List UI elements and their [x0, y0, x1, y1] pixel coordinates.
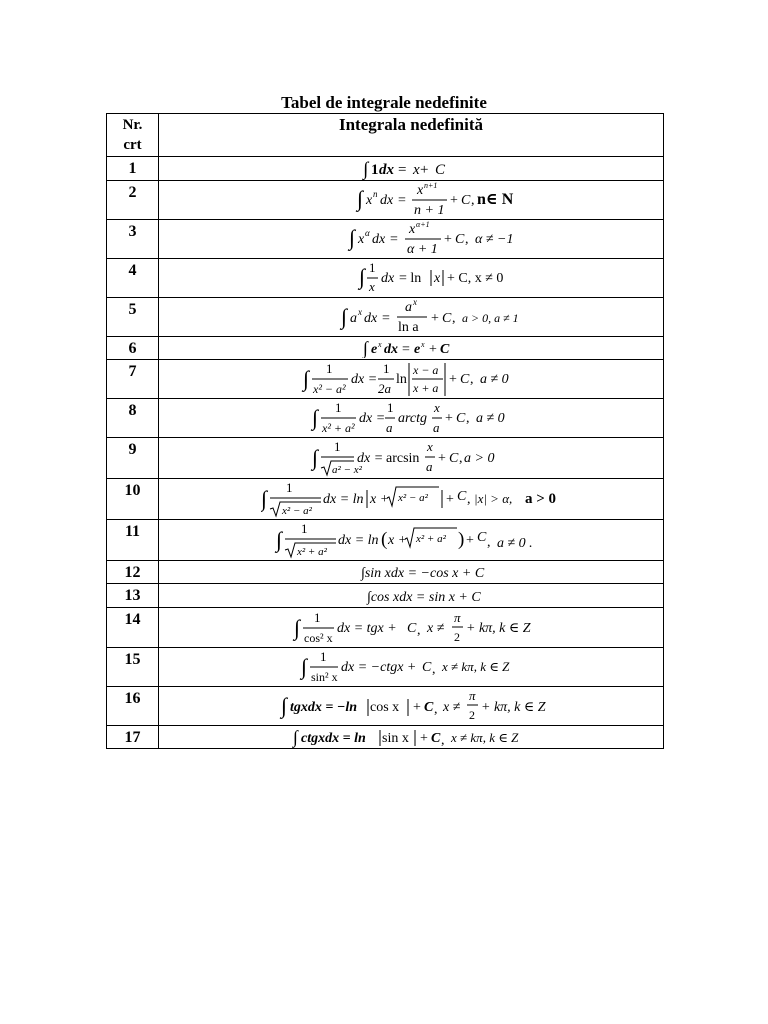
svg-text:+ kπ, k ∈ Z: + kπ, k ∈ Z: [481, 700, 546, 715]
svg-text:n + 1: n + 1: [414, 203, 445, 218]
table-row: [107, 259, 664, 298]
svg-text:dx = tgx +: dx = tgx +: [337, 620, 397, 636]
svg-text:1: 1: [301, 521, 308, 536]
row-formula: [159, 157, 664, 181]
row-formula: [159, 608, 664, 648]
svg-text:x: x: [366, 193, 373, 208]
svg-text:dx =: dx =: [359, 411, 386, 426]
svg-text:α ≠ −1: α ≠ −1: [475, 232, 514, 247]
formula-14: [276, 609, 546, 647]
header-number-label-line1: Nr.: [122, 117, 143, 133]
svg-text:∫: ∫: [363, 338, 368, 358]
svg-text:∫sin xdx = −cos x + C: ∫sin xdx = −cos x + C: [361, 566, 485, 581]
svg-text:dx: dx: [364, 311, 378, 326]
svg-text:dx =: dx =: [357, 451, 384, 466]
table-row: [107, 726, 664, 749]
svg-text:e: e: [414, 342, 421, 357]
svg-text:C: C: [457, 489, 467, 504]
formula-10: [261, 479, 561, 519]
svg-text:1: 1: [383, 361, 390, 376]
svg-text:1: 1: [314, 609, 321, 625]
header-number-label-line2: crt: [123, 137, 142, 153]
formula-13: [301, 586, 521, 606]
svg-text:ctgxdx = ln: ctgxdx = ln: [301, 731, 366, 746]
svg-text:x² − a²: x² − a²: [313, 382, 346, 396]
svg-text:+: +: [429, 342, 437, 357]
table-row: [107, 520, 664, 561]
table-header-row: [107, 114, 664, 157]
svg-text:a > 0: a > 0: [464, 451, 495, 466]
svg-text:a: a: [426, 459, 433, 474]
row-number: 5: [107, 298, 159, 337]
row-number: 2: [107, 181, 159, 220]
table-row: [107, 561, 664, 584]
svg-text:+: +: [446, 492, 454, 507]
svg-text:x: x: [358, 307, 362, 317]
svg-text:x: x: [369, 279, 375, 294]
integrals-table: [106, 113, 664, 749]
svg-text:x: x: [409, 222, 416, 237]
svg-text:,: ,: [471, 193, 475, 208]
svg-text:,: ,: [465, 232, 469, 247]
table-row: [107, 181, 664, 220]
svg-text:∫: ∫: [276, 527, 283, 552]
svg-text:∫: ∫: [301, 654, 308, 679]
svg-text:C: C: [407, 620, 417, 636]
formula-17: [271, 726, 551, 748]
svg-text:x + a: x + a: [413, 381, 439, 395]
svg-text:a: a: [386, 420, 393, 435]
row-number: 7: [107, 360, 159, 399]
svg-text:): ): [458, 529, 465, 550]
svg-text:dx: dx: [381, 271, 395, 286]
svg-text:arcsin: arcsin: [386, 451, 420, 466]
svg-text:C: C: [424, 700, 434, 715]
svg-text:∫: ∫: [359, 264, 366, 289]
svg-text:e: e: [371, 342, 378, 357]
svg-text:,: ,: [470, 372, 474, 387]
svg-text:x: x: [413, 161, 420, 178]
svg-text:x ≠ kπ, k ∈ Z: x ≠ kπ, k ∈ Z: [442, 659, 510, 674]
formula-2: [281, 181, 541, 219]
svg-text:,: ,: [459, 451, 463, 466]
formula-5: [281, 298, 541, 336]
svg-text:+: +: [450, 193, 458, 208]
formula-6: [301, 338, 521, 358]
svg-text:x: x: [413, 298, 417, 307]
svg-text:(: (: [381, 529, 388, 550]
svg-text:,: ,: [452, 311, 456, 326]
svg-text:x: x: [427, 439, 433, 454]
row-number: 15: [107, 648, 159, 687]
svg-text:x² − a²: x² − a²: [398, 492, 428, 504]
table-row: [107, 220, 664, 259]
table-row: [107, 608, 664, 648]
svg-text:x − a: x − a: [413, 363, 439, 377]
svg-text:C: C: [442, 311, 452, 326]
svg-text:tgxdx = −ln: tgxdx = −ln: [290, 700, 358, 715]
table-row: [107, 298, 664, 337]
svg-text:cos² x: cos² x: [304, 630, 333, 645]
svg-text:a: a: [350, 311, 357, 326]
svg-text:α: α: [365, 228, 370, 238]
svg-text:dx =: dx =: [351, 372, 378, 387]
svg-text:α + 1: α + 1: [407, 242, 438, 257]
table-row: [107, 479, 664, 520]
table-row: [107, 337, 664, 360]
svg-text:,: ,: [467, 492, 471, 507]
svg-text:x ≠ kπ, k ∈ Z: x ≠ kπ, k ∈ Z: [451, 730, 519, 745]
row-formula: [159, 259, 664, 298]
formula-1: [301, 158, 521, 180]
row-formula: [159, 479, 664, 520]
svg-text:+: +: [466, 533, 474, 548]
svg-text:dx: dx: [384, 342, 398, 357]
svg-text:+ kπ, k ∈ Z: + kπ, k ∈ Z: [466, 620, 531, 636]
svg-text:+: +: [449, 372, 457, 387]
svg-text:C: C: [422, 660, 432, 675]
svg-text:x: x: [434, 400, 440, 415]
svg-text:=: =: [390, 232, 398, 247]
svg-text:∫: ∫: [293, 727, 298, 747]
table-row: [107, 399, 664, 438]
svg-text:a ≠ 0: a ≠ 0: [476, 411, 505, 426]
row-formula: [159, 438, 664, 479]
row-number: 13: [107, 584, 159, 608]
svg-text:a: a: [405, 300, 412, 315]
svg-text:=: =: [398, 161, 407, 178]
svg-text:a > 0: a > 0: [525, 491, 557, 507]
svg-text:+: +: [420, 731, 428, 746]
svg-text:ln a: ln a: [398, 320, 419, 335]
svg-text:x: x: [421, 340, 425, 349]
row-formula: [159, 584, 664, 608]
svg-text:dx = ln: dx = ln: [323, 492, 364, 507]
svg-text:C: C: [456, 411, 466, 426]
row-formula: [159, 520, 664, 561]
row-number: 11: [107, 520, 159, 561]
svg-text:x ≠: x ≠: [427, 620, 445, 636]
svg-text:+: +: [431, 311, 439, 326]
svg-text:∫: ∫: [303, 366, 310, 391]
svg-text:dx: dx: [372, 232, 386, 247]
table-row: [107, 438, 664, 479]
svg-text:a ≠ 0 .: a ≠ 0 .: [497, 536, 533, 551]
svg-text:,: ,: [434, 702, 438, 717]
svg-text:∫: ∫: [281, 693, 288, 718]
svg-text:dx = −ctgx +: dx = −ctgx +: [341, 660, 417, 675]
row-number: 8: [107, 399, 159, 438]
row-formula: [159, 220, 664, 259]
header-number-cell: [107, 114, 159, 157]
svg-text:α+1: α+1: [416, 220, 430, 229]
svg-text:2: 2: [469, 708, 475, 722]
svg-text:cos x: cos x: [370, 700, 400, 715]
svg-text:=: =: [402, 342, 410, 357]
table-row: [107, 360, 664, 399]
svg-text:,: ,: [417, 622, 421, 638]
svg-text:x² + a²: x² + a²: [297, 546, 327, 558]
svg-text:+: +: [413, 700, 421, 715]
row-formula: [159, 181, 664, 220]
svg-text:dx: dx: [380, 193, 394, 208]
svg-text:∫: ∫: [261, 486, 268, 511]
svg-text:a: a: [433, 420, 440, 435]
svg-text:C: C: [460, 372, 470, 387]
svg-text:1: 1: [286, 480, 293, 495]
row-formula: [159, 337, 664, 360]
svg-text:x: x: [378, 340, 382, 349]
formula-12: [301, 562, 521, 582]
svg-text:C: C: [449, 451, 459, 466]
svg-text:C: C: [435, 161, 446, 178]
table-row: [107, 157, 664, 181]
svg-text:n∈ N: n∈ N: [477, 191, 514, 208]
table-row: [107, 584, 664, 608]
page-title: Tabel de integrale nedefinite: [281, 93, 487, 112]
row-number: 10: [107, 479, 159, 520]
svg-text:x: x: [358, 232, 365, 247]
svg-text:= ln: = ln: [399, 271, 422, 286]
row-number: 16: [107, 687, 159, 726]
svg-text:1: 1: [369, 260, 376, 275]
svg-text:x ≠: x ≠: [443, 700, 461, 715]
svg-text:x +: x +: [388, 533, 408, 548]
svg-text:x² + a²: x² + a²: [322, 421, 355, 435]
svg-text:1: 1: [387, 400, 394, 415]
row-number: 3: [107, 220, 159, 259]
formula-4: [281, 259, 541, 297]
svg-text:,: ,: [466, 411, 470, 426]
svg-text:C: C: [477, 530, 487, 545]
svg-text:dx: dx: [379, 161, 394, 178]
formula-16: [271, 687, 551, 725]
svg-text:π: π: [454, 609, 461, 625]
svg-text:∫: ∫: [312, 445, 319, 470]
formula-11: [261, 520, 561, 560]
formula-9: [276, 438, 546, 478]
row-number: 1: [107, 157, 159, 181]
svg-text:∫: ∫: [312, 405, 319, 430]
svg-text:2a: 2a: [378, 381, 391, 396]
svg-text:dx = ln: dx = ln: [338, 533, 379, 548]
svg-text:∫: ∫: [363, 158, 369, 180]
svg-text:|x| > α,: |x| > α,: [474, 491, 513, 506]
svg-text:n+1: n+1: [424, 181, 438, 190]
svg-text:∫: ∫: [357, 186, 364, 211]
row-number: 12: [107, 561, 159, 584]
svg-text:a > 0, a ≠ 1: a > 0, a ≠ 1: [462, 311, 519, 325]
svg-text:,: ,: [487, 535, 491, 550]
svg-text:C: C: [461, 193, 471, 208]
svg-text:∫: ∫: [341, 304, 348, 329]
svg-text:x +: x +: [370, 492, 390, 507]
svg-text:∫: ∫: [294, 614, 301, 640]
formula-3: [281, 220, 541, 258]
svg-text:x: x: [434, 271, 441, 286]
row-formula: [159, 298, 664, 337]
svg-text:∫: ∫: [349, 225, 356, 250]
svg-text:a² − x²: a² − x²: [332, 464, 362, 476]
svg-text:=: =: [382, 311, 390, 326]
svg-text:1: 1: [320, 649, 327, 664]
svg-text:∫cos xdx = sin x + C: ∫cos xdx = sin x + C: [367, 589, 481, 605]
svg-text:+ C, x ≠ 0: + C, x ≠ 0: [447, 271, 504, 286]
svg-text:arctg: arctg: [398, 411, 428, 426]
table-row: [107, 648, 664, 687]
table-row: [107, 687, 664, 726]
row-number: 4: [107, 259, 159, 298]
svg-text:,: ,: [432, 662, 436, 677]
svg-text:1: 1: [326, 361, 333, 376]
svg-text:1: 1: [334, 439, 341, 454]
row-formula: [159, 360, 664, 399]
row-formula: [159, 726, 664, 749]
svg-text:+: +: [445, 411, 453, 426]
svg-text:x: x: [417, 183, 424, 198]
row-formula: [159, 561, 664, 584]
svg-text:2: 2: [454, 629, 460, 644]
svg-text:ln: ln: [396, 372, 407, 387]
svg-text:1: 1: [335, 400, 342, 415]
svg-text:,: ,: [441, 733, 445, 748]
formula-7: [276, 360, 546, 398]
svg-text:a ≠ 0: a ≠ 0: [480, 372, 509, 387]
svg-text:n: n: [373, 189, 378, 199]
row-number: 17: [107, 726, 159, 749]
svg-text:+: +: [438, 451, 446, 466]
row-number: 6: [107, 337, 159, 360]
svg-text:+: +: [444, 232, 452, 247]
row-number: 9: [107, 438, 159, 479]
svg-text:sin² x: sin² x: [311, 670, 338, 684]
svg-text:π: π: [469, 688, 476, 703]
svg-text:C: C: [431, 731, 441, 746]
svg-text:C: C: [440, 342, 450, 357]
row-formula: [159, 648, 664, 687]
svg-text:C: C: [455, 232, 465, 247]
svg-text:+: +: [420, 161, 429, 178]
svg-text:=: =: [398, 193, 406, 208]
svg-text:1: 1: [371, 161, 379, 178]
formula-8: [276, 399, 546, 437]
header-formula-label: Integrala nedefinită: [159, 114, 664, 157]
row-formula: [159, 399, 664, 438]
svg-text:sin x: sin x: [382, 731, 409, 746]
row-number: 14: [107, 608, 159, 648]
svg-text:x² + a²: x² + a²: [416, 533, 446, 545]
svg-text:x² − a²: x² − a²: [282, 505, 312, 517]
formula-15: [276, 648, 546, 686]
row-formula: [159, 687, 664, 726]
